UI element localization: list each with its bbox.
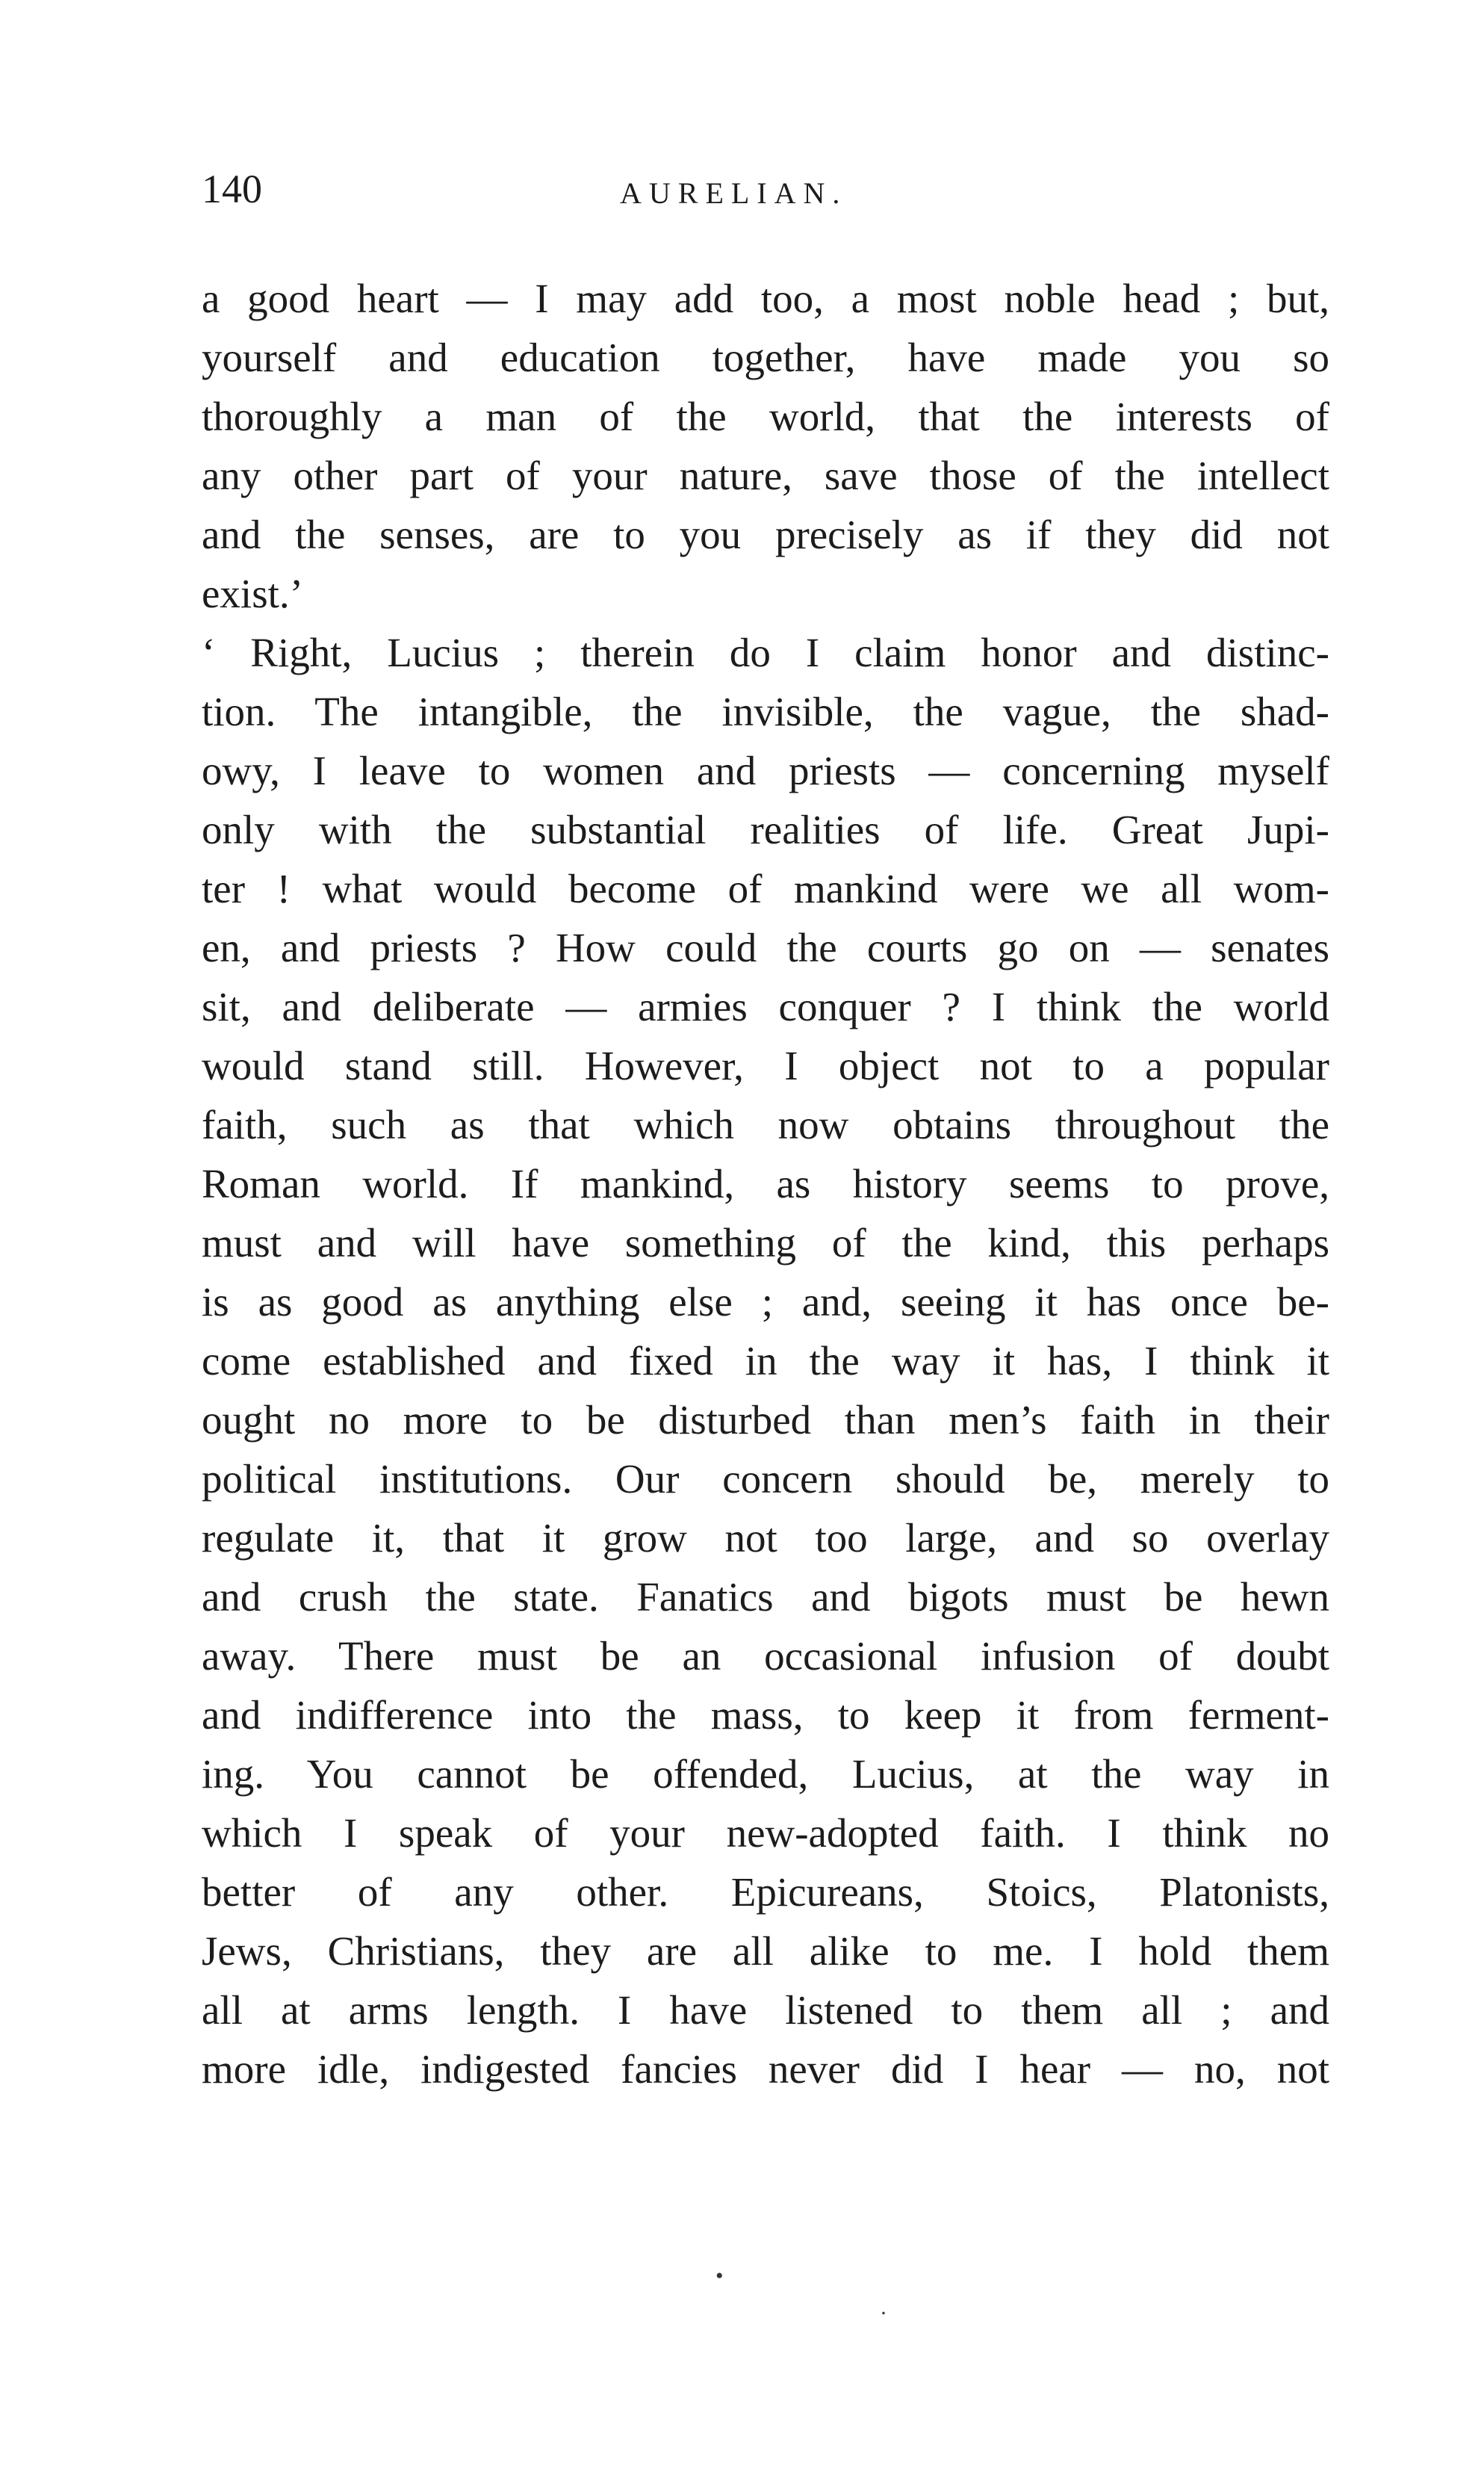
- text-line: tion. The intangible, the invisible, the vague, the shad-: [202, 689, 1329, 734]
- text-line: any other part of your nature, save those of the intellect: [202, 453, 1329, 498]
- text-line: away. There must be an occasional infusion of doubt: [202, 1633, 1329, 1679]
- text-line: and indifference into the mass, to keep it from ferment-: [202, 1692, 1329, 1738]
- text-line: sit, and deliberate — armies conquer ? I think the world: [202, 984, 1329, 1029]
- text-line: a good heart — I may add too, a most noble head ; but,: [202, 276, 1329, 321]
- page-number: 140: [202, 167, 262, 211]
- text-line: is as good as anything else ; and, seeing it has once be-: [202, 1279, 1329, 1325]
- print-speck: •: [715, 2264, 724, 2288]
- text-line: Jews, Christians, they are all alike to me. I hold them: [202, 1928, 1329, 1974]
- text-line: must and will have something of the kind, this perhaps: [202, 1220, 1329, 1266]
- running-head: AURELIAN.: [620, 176, 848, 210]
- text-line: en, and priests ? How could the courts go on — senates: [202, 925, 1329, 970]
- text-line: more idle, indigested fancies never did I hear — no, not: [202, 2046, 1329, 2092]
- text-line: better of any other. Epicureans, Stoics, Platonists,: [202, 1869, 1329, 1915]
- text-line: all at arms length. I have listened to them all ; and: [202, 1987, 1329, 2033]
- text-line: ing. You cannot be offended, Lucius, at the way in: [202, 1751, 1329, 1797]
- text-line: come established and fixed in the way it has, I think it: [202, 1338, 1329, 1384]
- text-line: faith, such as that which now obtains throughout the: [202, 1102, 1329, 1147]
- text-line: political institutions. Our concern should be, merely to: [202, 1456, 1329, 1502]
- text-line: ought no more to be disturbed than men’s faith in their: [202, 1397, 1329, 1443]
- text-line: owy, I leave to women and priests — concerning myself: [202, 748, 1329, 793]
- text-line: only with the substantial realities of life. Great Jupi-: [202, 807, 1329, 852]
- text-line: which I speak of your new-adopted faith. I think no: [202, 1810, 1329, 1856]
- text-line: Roman world. If mankind, as history seems to prove,: [202, 1161, 1329, 1207]
- text-line: and crush the state. Fanatics and bigots must be hewn: [202, 1574, 1329, 1620]
- text-line: thoroughly a man of the world, that the interests of: [202, 394, 1329, 439]
- page-header: [202, 163, 1329, 215]
- body-text: [202, 269, 1329, 2098]
- print-speck: ·: [880, 2301, 887, 2326]
- text-line: and the senses, are to you precisely as if they did not: [202, 512, 1329, 557]
- text-line: would stand still. However, I object not to a popular: [202, 1043, 1329, 1088]
- text-line: exist.’: [202, 571, 303, 616]
- text-line: ter ! what would become of mankind were we all wom-: [202, 866, 1329, 911]
- text-line: regulate it, that it grow not too large, and so overlay: [202, 1515, 1329, 1561]
- text-line: ‘ Right, Lucius ; therein do I claim honor and distinc-: [202, 630, 1329, 675]
- text-line: yourself and education together, have made you so: [202, 335, 1329, 380]
